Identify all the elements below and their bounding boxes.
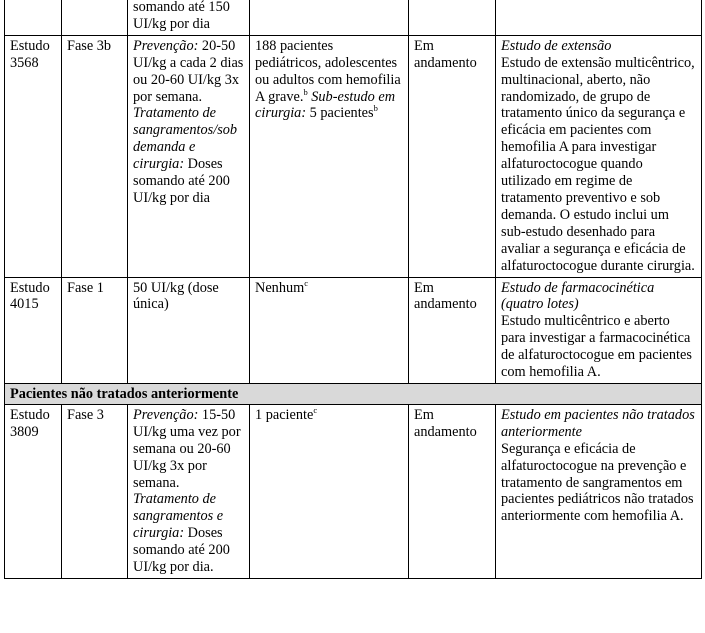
population-cell — [250, 0, 409, 35]
text-run: Prevenção: — [133, 37, 199, 54]
table-row — [5, 404, 702, 578]
dose-cell — [128, 0, 250, 35]
dose-cell — [128, 277, 250, 383]
footnote-marker: c — [304, 277, 309, 288]
population-cell — [250, 277, 409, 383]
text-run: 1 paciente — [255, 406, 314, 423]
description-title: Estudo em pacientes não tratados anteriormente — [501, 406, 695, 440]
section-header: Pacientes não tratados anteriormente — [5, 383, 702, 404]
phase-cell: Fase 3 — [62, 404, 128, 578]
text-run: 20-50 UI/kg a cada 2 dias ou 20-60 UI/kg 3x por semana. — [133, 37, 244, 105]
description-cell — [496, 277, 702, 383]
text-run: Doses somando até 200 UI/kg por dia. — [133, 525, 230, 576]
text-run: 15-50 UI/kg uma vez por semana ou 20-60 UI/kg 3x por semana. — [133, 406, 241, 491]
table-row — [5, 35, 702, 277]
description-text: Segurança e eficácia de alfaturoctocogue na prevenção e tratamento de sangramentos em pacientes pediátricos não tratados anteriormente com hemofilia A. — [501, 440, 694, 525]
phase-cell: Fase 1 — [62, 277, 128, 383]
description-text: Estudo multicêntrico e aberto para investigar a farmacocinética de alfaturoctocogue em pacientes com hemofilia A. — [501, 313, 692, 381]
footnote-marker: b — [303, 86, 308, 97]
study-cell: Estudo 3809 — [5, 404, 62, 578]
status-cell: Em andamento — [409, 277, 496, 383]
population-cell — [250, 404, 409, 578]
text-run: Prevenção: — [133, 406, 199, 423]
dose-cell — [128, 35, 250, 277]
description-text: Estudo de extensão multicêntrico, multinacional, aberto, não randomizado, de grupo de tratamento único da segurança e eficácia em pacientes com hemofilia A para investigar alfaturoctocogue quando utilizado em regime de tratamento preventivo e sob demanda. O estudo inclui um sub-estudo desenhado para avaliar a segurança e eficácia de alfaturoctocogue durante cirurgia. — [501, 54, 695, 274]
table-row — [5, 277, 702, 383]
text-run: 188 pacientes pediátricos, adolescentes ou adultos com hemofilia A grave. — [255, 37, 401, 105]
description-cell — [496, 404, 702, 578]
description-title: Estudo de farmacocinética (quatro lotes) — [501, 279, 655, 313]
description-cell — [496, 0, 702, 35]
study-cell: Estudo 3568 — [5, 35, 62, 277]
dose-cell — [128, 404, 250, 578]
text-run: Doses somando até 200 UI/kg por dia — [133, 156, 230, 206]
table-row — [5, 0, 702, 35]
section-header-row — [5, 383, 702, 404]
description-title: Estudo de extensão — [501, 37, 612, 54]
footnote-marker: b — [373, 103, 378, 114]
text-run: 50 UI/kg (dose única) — [133, 279, 219, 313]
description-cell — [496, 35, 702, 277]
text-run: somando até 150 UI/kg por dia — [133, 0, 230, 32]
text-run: Tratamento de sangramentos/sob demanda e cirurgia: — [133, 105, 238, 173]
text-run: Nenhum — [255, 279, 305, 296]
footnote-marker: c — [313, 405, 318, 416]
status-cell — [409, 0, 496, 35]
text-run: 5 pacientes — [306, 105, 374, 122]
status-cell: Em andamento — [409, 35, 496, 277]
phase-cell: Fase 3b — [62, 35, 128, 277]
status-cell: Em andamento — [409, 404, 496, 578]
study-cell — [5, 0, 62, 35]
clinical-studies-table — [4, 0, 702, 579]
study-cell: Estudo 4015 — [5, 277, 62, 383]
population-cell — [250, 35, 409, 277]
text-run: Sub-estudo em cirurgia: — [255, 88, 396, 122]
phase-cell — [62, 0, 128, 35]
text-run: Tratamento de sangramentos e cirurgia: — [133, 491, 224, 542]
